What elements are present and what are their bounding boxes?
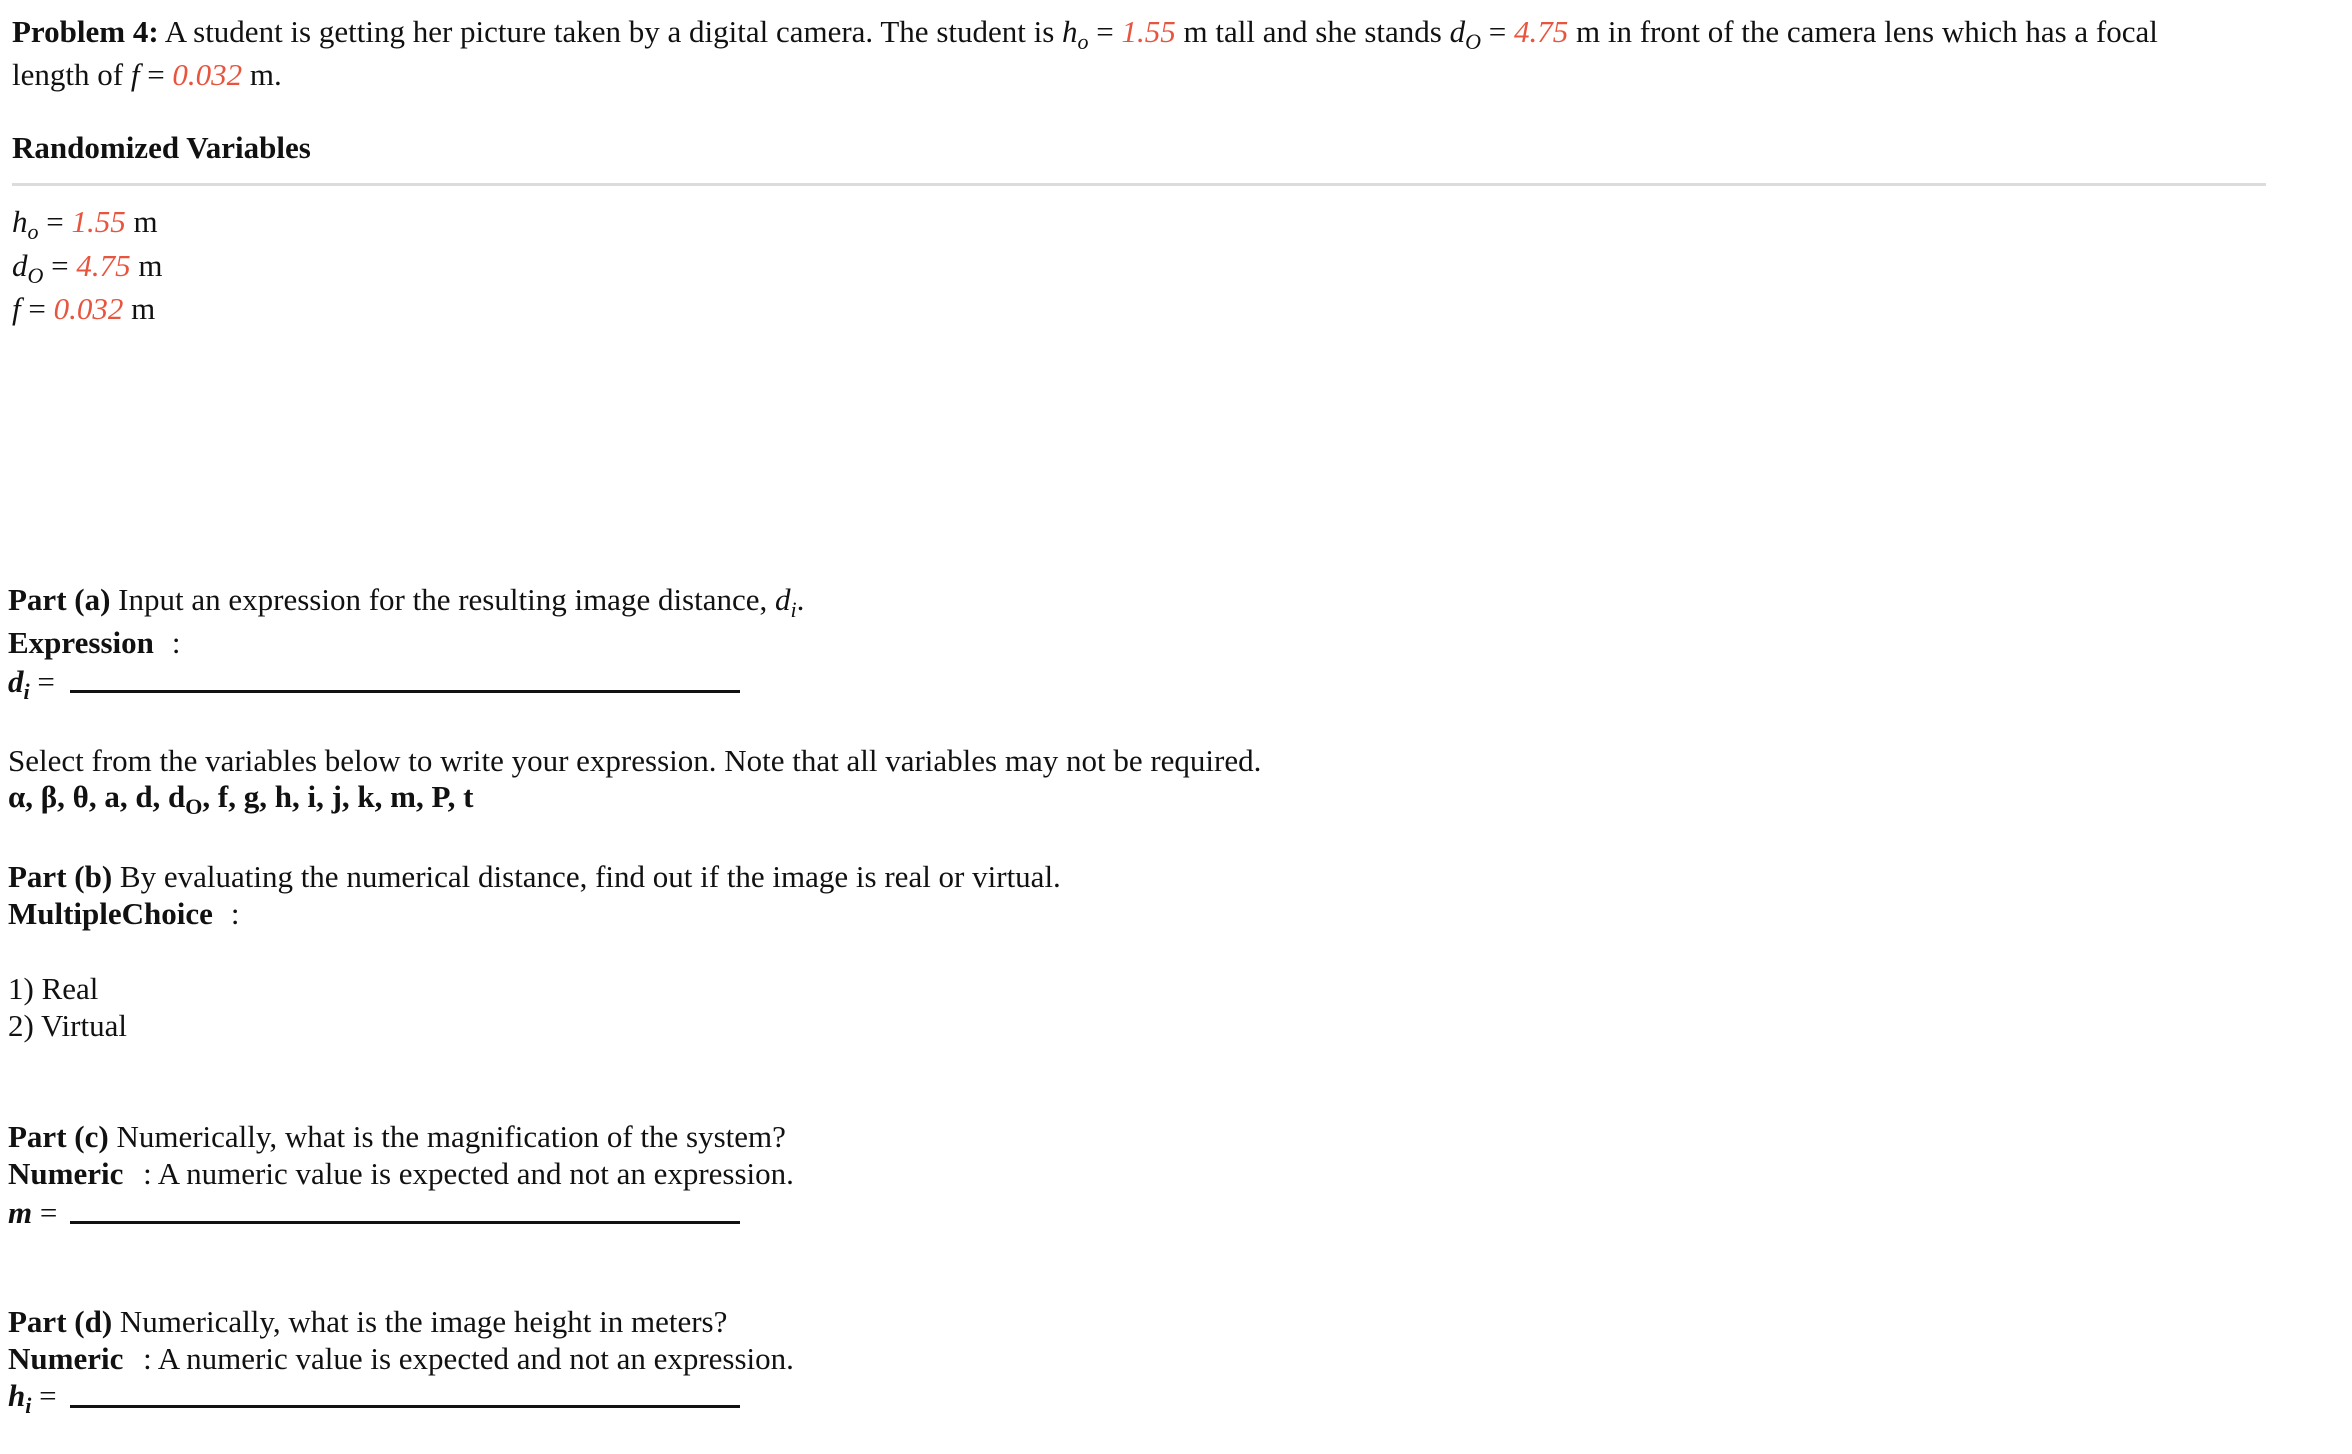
answer-hint: : A numeric value is expected and not an expression. [143,1341,794,1376]
di-subscript: i [790,597,797,622]
answer-subscript: i [23,679,30,704]
ho-value: 1.55 [1121,14,1176,49]
equals-sign: = [1096,14,1114,49]
part-c-answer-field[interactable] [70,1221,740,1224]
problem-text: A student is getting her picture taken by a digital camera. The student is [164,14,1055,49]
variable-unit: m [131,291,156,326]
part-d-label: Part (d) [8,1304,113,1339]
part-c-answer-row [8,1193,57,1233]
variables-text-rest: , f, g, h, i, j, k, m, P, t [202,779,474,814]
variables-note: Select from the variables below to write your expression. Note that all variables may not be required. [8,743,1262,778]
variable-value: 0.032 [53,291,124,326]
answer-subscript: i [25,1393,32,1418]
part-b-text: By evaluating the numerical distance, find out if the image is real or virtual. [119,859,1061,894]
equals-sign: = [39,1195,58,1230]
variables-list [8,777,473,820]
answer-symbol: m [8,1195,33,1230]
part-c-question [8,1117,786,1157]
variables-subscript: O [185,794,203,819]
variable-do [12,246,163,289]
equals-sign: = [28,291,46,326]
part-a-question [8,580,804,623]
answer-type-label: Expression [8,625,154,660]
part-d-type [8,1339,794,1379]
part-c-type [8,1154,794,1194]
colon: : [171,625,181,660]
answer-type-label: MultipleChoice [8,896,213,931]
variable-ho [12,202,158,245]
do-value: 4.75 [1513,14,1569,49]
problem-text: m. [249,57,282,92]
do-subscript: O [1465,29,1481,54]
unit: m [1183,14,1208,49]
period: . [796,582,805,617]
option-real[interactable]: 1) Real [8,971,99,1006]
part-d-answer-row [8,1376,57,1419]
part-a-text: Input an expression for the resulting image distance, [118,582,768,617]
part-d-question [8,1302,727,1342]
variable-value: 4.75 [76,248,131,283]
do-symbol: d [1449,14,1466,49]
part-a-answer-row [8,662,55,705]
answer-hint: : A numeric value is expected and not an expression. [143,1156,794,1191]
variable-unit: m [138,248,163,283]
part-a-type [8,623,180,663]
section-divider [12,183,2266,186]
unit: m [1575,14,1601,49]
problem-statement-line2 [12,55,282,95]
answer-type-label: Numeric [8,1156,124,1191]
colon: : [230,896,240,931]
variable-f [12,289,155,329]
part-d-text: Numerically, what is the image height in meters? [119,1304,728,1339]
variable-symbol: d [12,248,28,283]
part-b-label: Part (b) [8,859,113,894]
variable-unit: m [133,204,158,239]
problem-text: tall and she stands [1215,14,1442,49]
part-c-label: Part (c) [8,1119,109,1154]
problem-label: Problem 4: [12,14,159,49]
part-a-answer-field[interactable] [70,690,740,693]
f-value: 0.032 [172,57,243,92]
problem-statement-line1 [12,12,2158,55]
answer-symbol: d [8,664,24,699]
di-symbol: d [775,582,791,617]
equals-sign: = [51,248,69,283]
variable-value: 1.55 [71,204,126,239]
answer-type-label: Numeric [8,1341,124,1376]
variables-text: α, β, θ, a, d, d [8,779,186,814]
variable-subscript: O [27,263,44,288]
problem-text: in front of the camera lens which has a focal [1607,14,2158,49]
equals-sign: = [39,1378,57,1413]
variable-subscript: o [27,219,39,244]
f-symbol: f [130,57,140,92]
option-virtual[interactable]: 2) Virtual [8,1008,127,1043]
variable-symbol: f [12,291,21,326]
equals-sign: = [46,204,64,239]
part-b-type [8,894,240,934]
equals-sign: = [1488,14,1507,49]
equals-sign: = [37,664,55,699]
part-c-text: Numerically, what is the magnification of the system? [116,1119,786,1154]
part-a-label: Part (a) [8,582,111,617]
part-d-answer-field[interactable] [70,1405,740,1408]
ho-subscript: o [1077,29,1089,54]
ho-symbol: h [1062,14,1078,49]
randomized-variables-heading: Randomized Variables [12,130,311,165]
answer-symbol: h [8,1378,26,1413]
part-b-question [8,857,1061,897]
equals-sign: = [147,57,165,92]
variable-symbol: h [12,204,28,239]
problem-text: length of [12,57,124,92]
